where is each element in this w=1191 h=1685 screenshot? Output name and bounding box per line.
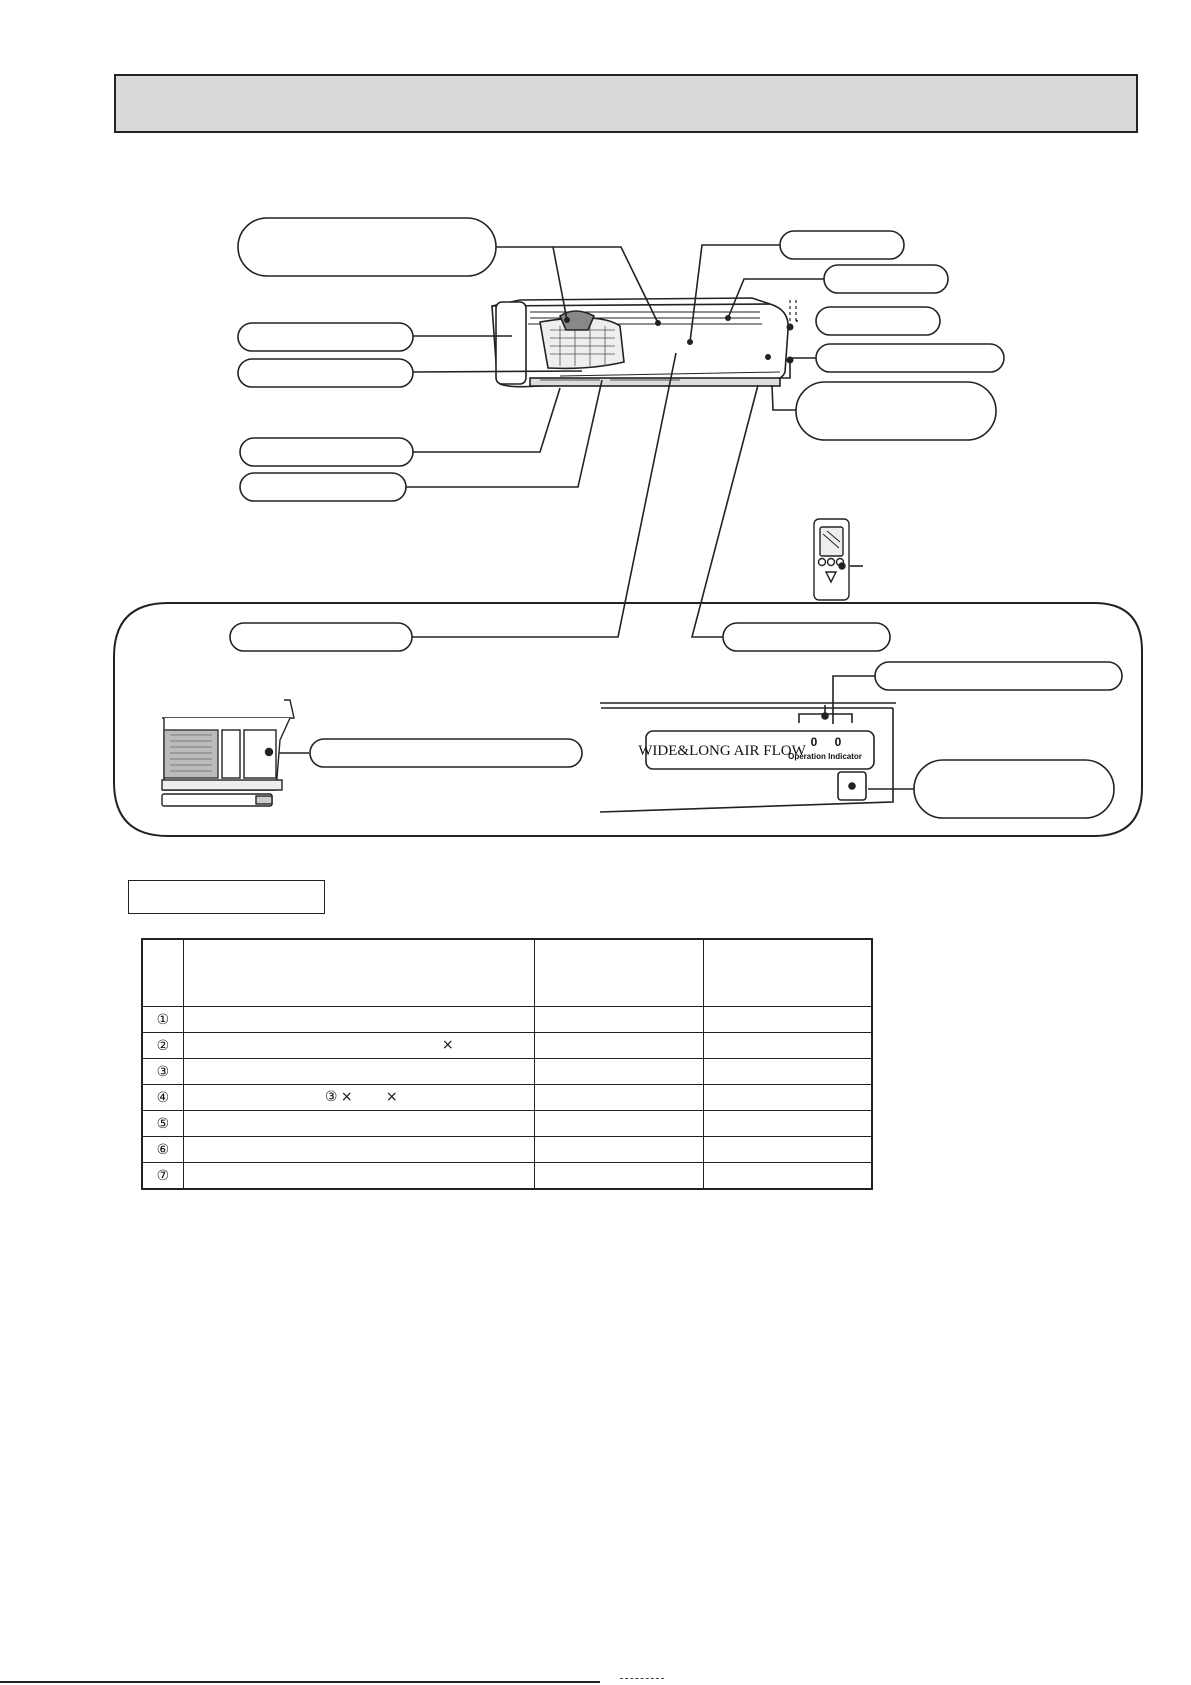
indoor-unit-body (492, 298, 788, 387)
callout-right-5 (796, 382, 996, 440)
product-panel-text: WIDE&LONG AIR FLOW (638, 743, 806, 759)
multiply-mark: × (385, 1089, 398, 1105)
callout-detail-indicator (723, 623, 890, 651)
table-row: ③ (142, 1059, 872, 1085)
indicator-digit-1: 0 (810, 735, 818, 749)
footer-rule (0, 1681, 600, 1683)
table-row: ② × (142, 1033, 872, 1059)
callout-air-inlet (238, 218, 496, 276)
callout-right-3 (816, 307, 940, 335)
operation-indicator-label: Operation Indicator (788, 752, 862, 761)
callout-left-4 (240, 473, 406, 501)
callout-right-1 (780, 231, 904, 259)
footer-page-number-area (620, 1678, 664, 1683)
callout-right-4 (816, 344, 1004, 372)
parts-section-label (128, 880, 325, 914)
callout-detail-receiver (310, 739, 582, 767)
multiply-mark: × (340, 1089, 353, 1105)
table-row: ④ ③ × × (142, 1085, 872, 1111)
table-row: ① (142, 1007, 872, 1033)
table-row: ⑤ (142, 1111, 872, 1137)
callout-detail-operation-lamp (875, 662, 1122, 690)
callout-left-2 (238, 359, 413, 387)
table-header-row (142, 939, 872, 1007)
ref-mark-3: ③ (324, 1089, 338, 1105)
parts-table (141, 938, 873, 1190)
remote-controller (814, 519, 849, 600)
table-row: ⑦ (142, 1163, 872, 1190)
callout-right-2 (824, 265, 948, 293)
multiply-mark: × (441, 1037, 454, 1053)
callout-left-1 (238, 323, 413, 351)
table-row: ⑥ (142, 1137, 872, 1163)
indicator-digit-2: 0 (834, 735, 842, 749)
callout-detail-front-panel (230, 623, 412, 651)
unit-corner-closeup (162, 700, 294, 806)
indoor-unit-diagram (0, 0, 1191, 840)
callout-detail-emergency-switch (914, 760, 1114, 818)
callout-left-3 (240, 438, 413, 466)
